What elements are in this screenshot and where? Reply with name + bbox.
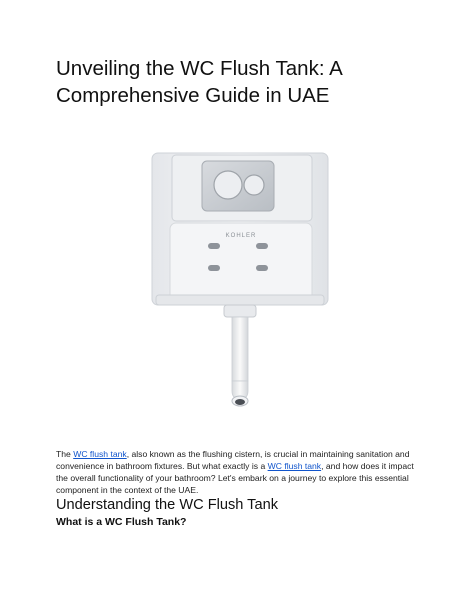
flush-button-large (214, 171, 242, 199)
outlet-collar (224, 305, 256, 317)
wc-flush-tank-link[interactable]: WC flush tank (73, 449, 127, 459)
flush-button-small (244, 175, 264, 195)
brand-mark: KOHLER (225, 233, 257, 239)
mount-slot (256, 243, 268, 249)
flush-pipe (232, 317, 248, 381)
intro-text: The (56, 449, 74, 459)
section-heading: Understanding the WC Flush Tank (56, 497, 278, 513)
intro-text: , and how does it impact the overall functionality of your bathroom? Let's embark on a journey to explore this essential component in the context of the UAE. (56, 461, 414, 496)
tank-bottom-lip (156, 295, 324, 305)
wc-flush-tank-link[interactable]: WC flush tank (267, 461, 322, 472)
intro-paragraph (56, 448, 426, 496)
mount-slot (208, 265, 220, 271)
intro-text: , also known as the flushing cistern, is crucial in maintaining sanitation and convenience in bathroom fixtures. But what exactly is a (56, 449, 410, 472)
mount-slot (256, 265, 268, 271)
subheading: What is a WC Flush Tank? (56, 516, 187, 528)
document-title: Unveiling the WC Flush Tank: A Comprehensive Guide in UAE (56, 57, 342, 107)
mount-slot (208, 243, 220, 249)
flush-tank-cistern-image (150, 145, 330, 415)
